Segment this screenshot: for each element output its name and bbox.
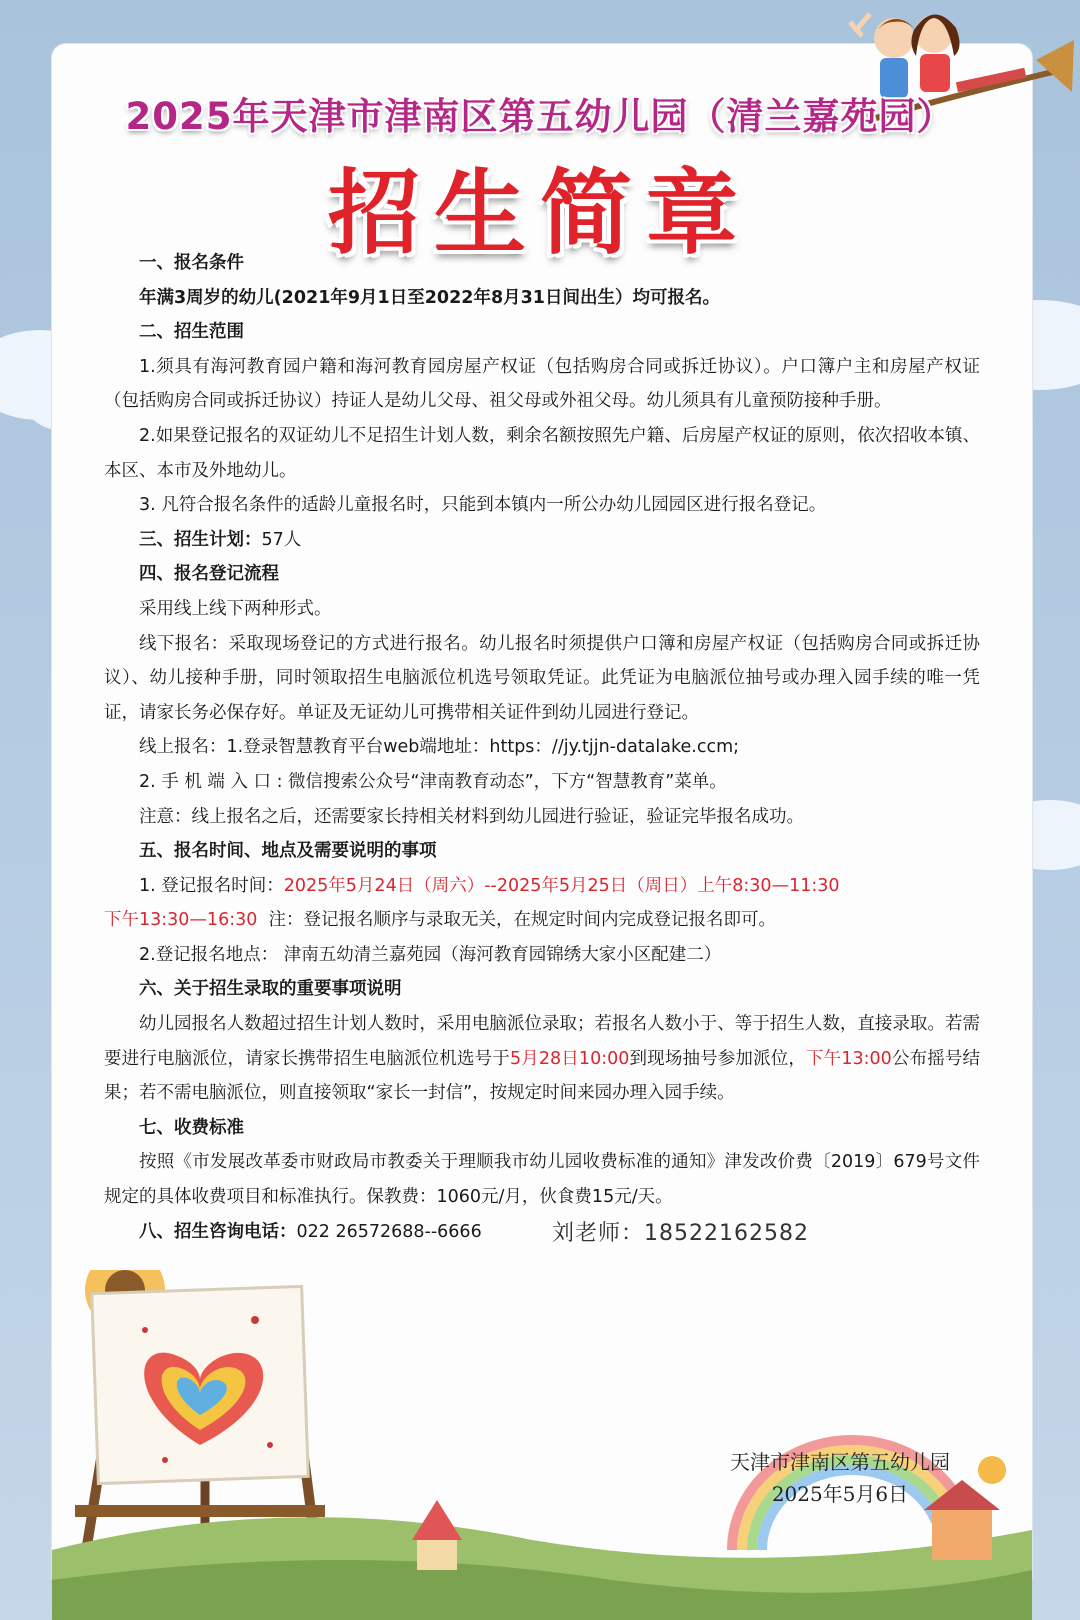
section-4-title: 四、报名登记流程 <box>139 564 279 585</box>
contact-phone <box>139 1215 482 1250</box>
result-time: 下午13:00 <box>806 1048 892 1069</box>
section-8-title: 八、招生咨询电话： <box>139 1221 297 1242</box>
section-4-online: 线上报名：1.登录智慧教育平台web端地址：https：//jy.tjjn-datalake.ccm; <box>139 737 740 758</box>
section-5-title: 五、报名时间、地点及需要说明的事项 <box>139 841 437 862</box>
section-4-mobile: 2. 手 机 端 入 口 : 微信搜索公众号“津南教育动态”，下方“智慧教育”菜单。 <box>139 771 727 792</box>
signature-date: 2025年5月6日 <box>771 1482 909 1506</box>
section-6-text <box>104 1007 980 1111</box>
section-1-title: 一、报名条件 <box>139 253 244 273</box>
signature-org: 天津市津南区第五幼儿园 <box>730 1450 950 1474</box>
section-2-title: 二、招生范围 <box>139 322 244 343</box>
section-2-item-1: 1.须具有海河教育园户籍和海河教育园房屋产权证（包括购房合同或拆迁协议）。户口簿户主和房屋产权证（包括购房合同或拆迁协议）持证人是幼儿父母、祖父母或外祖父母。幼儿须具有儿童预防接种手册。 <box>104 356 980 412</box>
poster-main-title: 招生简章 <box>327 159 752 267</box>
section-2-item-3: 3. 凡符合报名条件的适龄儿童报名时，只能到本镇内一所公办幼儿园园区进行报名登记。 <box>139 495 827 516</box>
section-6-text-b: 到现场抽号参加派位， <box>629 1048 807 1069</box>
poster-header-title: 2025年天津市津南区第五幼儿园（清兰嘉苑园） <box>125 95 955 138</box>
signature-block <box>700 1446 980 1510</box>
section-6-title: 六、关于招生录取的重要事项说明 <box>139 979 402 1000</box>
registration-time-morning: 2025年5月24日（周六）--2025年5月25日（周日）上午8:30—11:30 <box>283 875 840 896</box>
section-6-text-a: 幼儿园报名人数超过招生计划人数时，采用电脑派位录取；若报名人数小于、等于招生人数，直接录取。若需要进行电脑派位，请家长携带招生电脑派位机选号于 <box>104 1014 980 1069</box>
section-4-offline: 线下报名：采取现场登记的方式进行报名。幼儿报名时须提供户口簿和房屋产权证（包括购房合同或拆迁协议）、幼儿接种手册，同时领取招生电脑派位机选号领取凭证。此凭证为电脑派位抽号或办理入园手续的唯一凭证，请家长务必保存好。单证及无证幼儿可携带相关证件到幼儿园进行登记。 <box>104 633 980 723</box>
section-8-row <box>104 1215 980 1257</box>
section-1-text: 年满3周岁的幼儿(2021年9月1日至2022年8月31日间出生）均可报名。 <box>139 287 720 308</box>
teacher-contact: 刘老师：18522162582 <box>552 1220 809 1246</box>
section-2-item-2: 2.如果登记报名的双证幼儿不足招生计划人数，剩余名额按照先户籍、后房屋产权证的原则，依次招收本镇、本区、本市及外地幼儿。 <box>104 425 980 481</box>
registration-time-note: 注：登记报名顺序与录取无关，在规定时间内完成登记报名即可。 <box>268 910 777 931</box>
section-4-note: 注意：线上报名之后，还需要家长持相关材料到幼儿园进行验证，验证完毕报名成功。 <box>139 806 804 827</box>
enrollment-plan-value: 57人 <box>261 529 302 550</box>
section-3-title: 三、招生计划： <box>139 529 262 550</box>
registration-time-label: 1. 登记报名时间： <box>139 875 284 896</box>
section-5-time <box>104 869 980 938</box>
section-7-title: 七、收费标准 <box>139 1117 244 1138</box>
section-5-place: 2.登记报名地点： 津南五幼清兰嘉苑园（海河教育园锦绣大家小区配建二） <box>139 944 722 965</box>
section-4-forms: 采用线上线下两种形式。 <box>139 598 332 619</box>
admission-content <box>104 246 980 1257</box>
registration-time-afternoon: 下午13:30—16:30 <box>104 910 258 931</box>
section-7-text: 按照《市发展改革委市财政局市教委关于理顺我市幼儿园收费标准的通知》津发改价费〔2019〕679号文件规定的具体收费项目和标准执行。保教费：1060元/月，伙食费15元/天。 <box>104 1152 980 1208</box>
section-6-text-c: 公布摇号结果；若不需电脑派位，则直接领取“家长一封信”，按规定时间来园办理入园手续。 <box>104 1048 981 1104</box>
lottery-time: 5月28日10:00 <box>509 1048 630 1069</box>
phone-number: 022 26572688--6666 <box>296 1221 482 1242</box>
section-3-row <box>104 523 980 558</box>
